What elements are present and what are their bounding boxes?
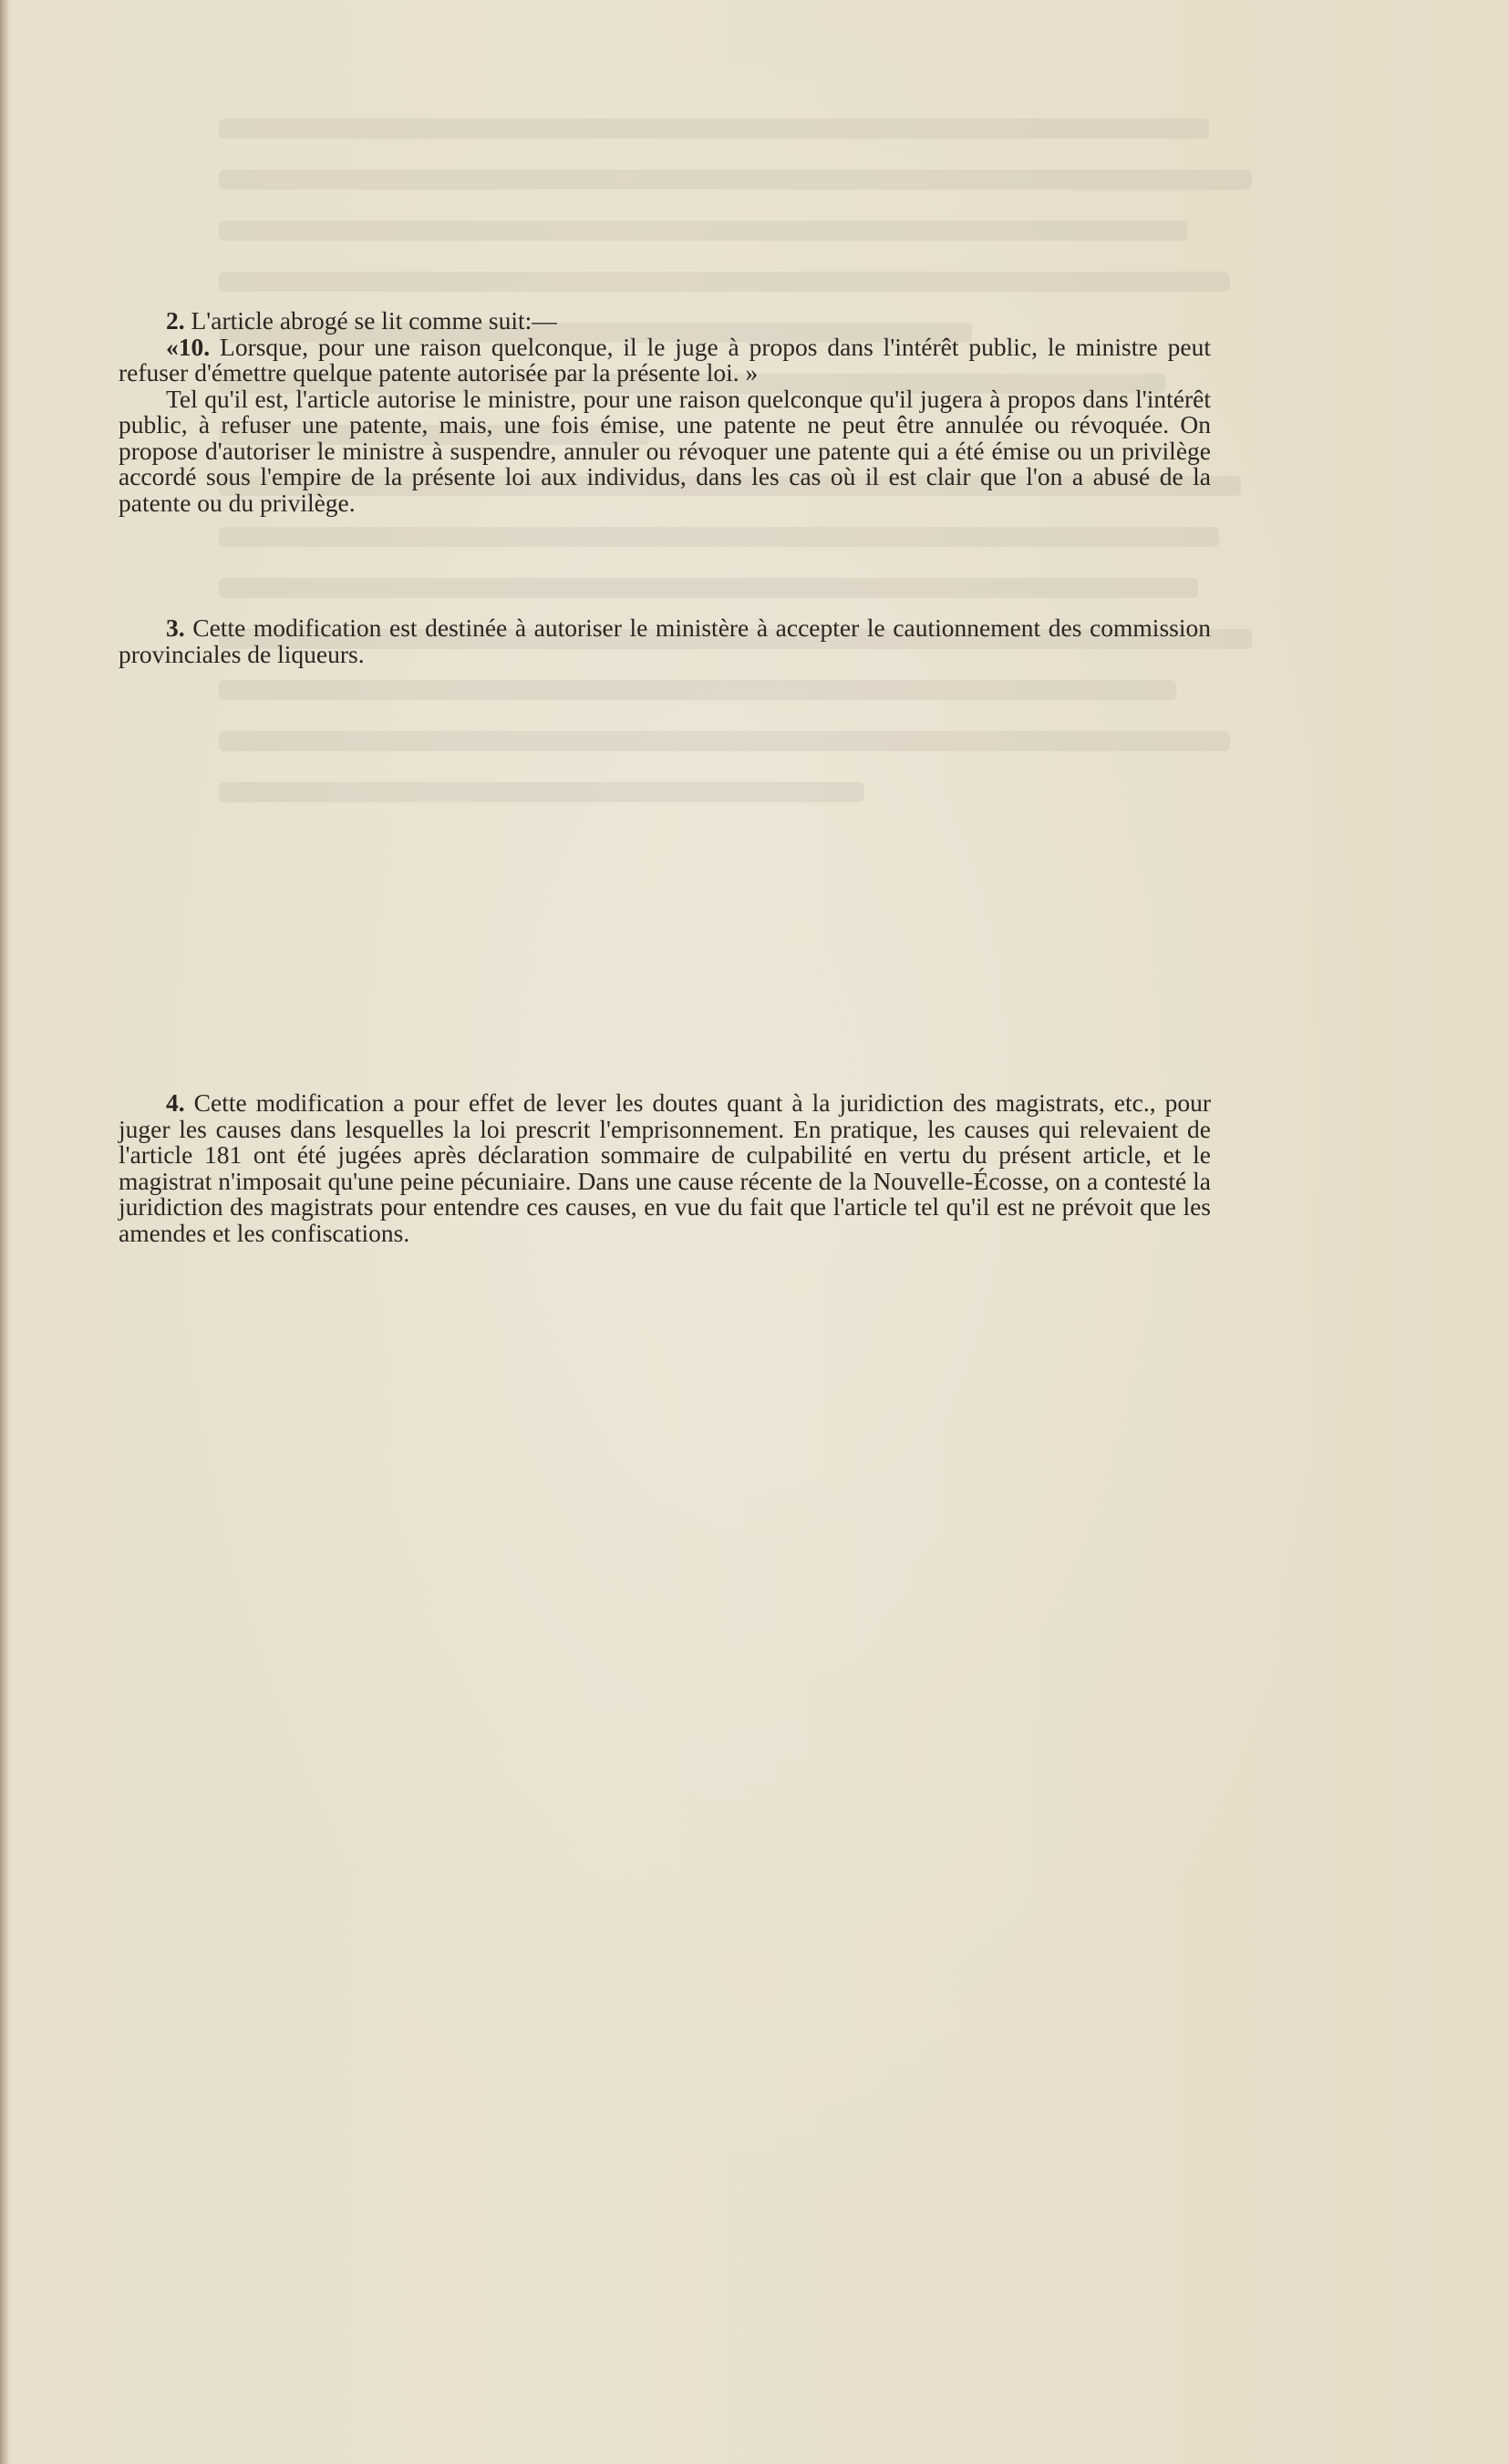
section-2-quote-number: «10. [166,332,211,361]
section-3 [119,615,1211,667]
section-2-commentary: Tel qu'il est, l'article autorise le ministre, pour une raison quelconque qu'il jugera à propos dans l'intérêt public, à refuser une patente, mais, une fois émise, une patente ne peut être annulée ou révoquée. On propose d'autoriser le ministre à suspendre, annuler ou révoquer une patente qui a été émise ou un privilège accordé sous l'empire de la présente loi aux individus, dans les cas où il est clair que l'on a abusé de la patente ou du privilège. [119,384,1211,517]
section-2-quote-text: Lorsque, pour une raison quelconque, il le juge à propos dans l'intérêt public, le ministre peut refuser d'émettre quelque patente autorisée par la présente loi. » [119,332,1211,387]
section-3-text: Cette modification est destinée à autoriser le ministère à accepter le cautionnement des commission provinciales de liqueurs. [119,613,1211,668]
section-4-text: Cette modification a pour effet de lever les doutes quant à la juridiction des magistrats, etc., pour juger les causes dans lesquelles la loi prescrit l'emprisonnement. En pratique, les causes qui relevaient de l'article 181 ont été jugées après déclaration sommaire de culpabilité en vertu du présent article, et le magistrat n'imposait qu'une peine pécuniaire. Dans une cause récente de la Nouvelle-Écosse, on a contesté la juridiction des magistrats pour entendre ces causes, en vue du fait que l'article tel qu'il est ne prévoit que les amendes et les confiscations. [119,1088,1212,1247]
show-through-shadow [219,119,1295,1030]
section-4-paragraph [119,1090,1211,1246]
page-binding-edge [0,0,9,2464]
section-2 [119,308,1211,516]
section-3-paragraph [119,615,1211,667]
section-2-quote [119,332,1211,387]
section-2-heading: L'article abrogé se lit comme suit:— [191,306,557,335]
section-2-number: 2. [166,306,185,335]
section-3-number: 3. [166,613,185,642]
section-4-number: 4. [166,1088,185,1117]
section-2-heading-line [119,308,1211,335]
section-4 [119,1090,1211,1246]
